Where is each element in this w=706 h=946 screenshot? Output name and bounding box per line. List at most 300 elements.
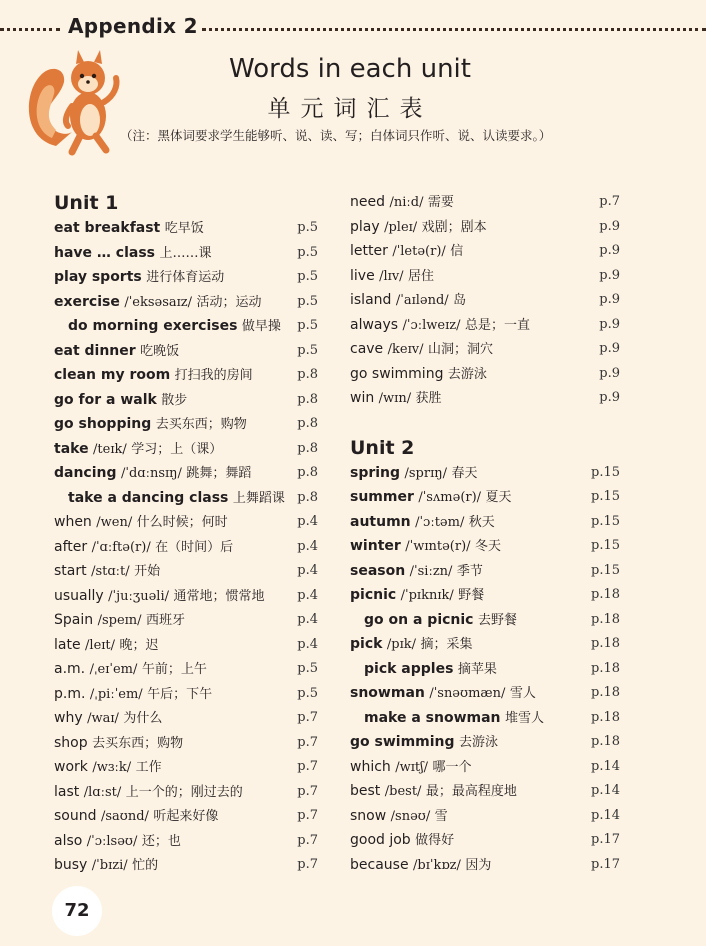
word-entry	[350, 755, 472, 781]
chinese-meaning: 什么时候；何时	[136, 515, 228, 530]
page-ref: p.5	[297, 318, 318, 333]
word-entry	[54, 780, 243, 806]
page-ref: p.8	[297, 440, 318, 456]
word-entry	[350, 853, 491, 879]
phonetic: /ˌpiːˈem/	[89, 686, 143, 702]
word: which	[350, 758, 391, 775]
page-ref: p.7	[297, 710, 318, 725]
word-row	[350, 534, 620, 559]
word-row	[54, 780, 318, 805]
word-row	[350, 386, 620, 411]
chinese-meaning: 午后；下午	[147, 686, 213, 702]
page-ref: p.9	[599, 316, 620, 332]
word: snowman	[350, 685, 425, 701]
chinese-meaning: 摘苹果	[457, 661, 497, 677]
word-entry	[350, 608, 517, 634]
unit-spacer	[350, 411, 620, 435]
word-row	[350, 337, 620, 362]
word-entry	[54, 241, 211, 267]
phonetic: /saʊnd/	[100, 809, 149, 824]
chinese-meaning: 信	[450, 244, 464, 259]
chinese-meaning: 雪	[434, 808, 448, 824]
word-entry	[350, 215, 487, 241]
word-entry	[350, 730, 498, 756]
word: usually	[54, 587, 104, 604]
phonetic: /ˈɑːftə(r)/	[91, 539, 151, 555]
word-entry	[350, 337, 493, 363]
word-entry	[54, 388, 187, 414]
word: always	[350, 316, 399, 333]
word: summer	[350, 489, 414, 505]
word: live	[350, 267, 375, 284]
word-entry	[54, 412, 247, 438]
phonetic: /lɑːst/	[83, 784, 122, 800]
phonetic: /ˈwɪntə(r)/	[405, 539, 471, 554]
word-entry	[54, 559, 160, 585]
chinese-meaning: 秋天	[468, 514, 495, 530]
page-ref: p.4	[297, 538, 318, 554]
word: go swimming	[350, 734, 455, 750]
word: sound	[54, 808, 97, 824]
phonetic: /ˈsiːzn/	[409, 563, 453, 579]
word-entry	[54, 314, 281, 340]
chinese-meaning: 因为	[465, 857, 492, 873]
page-ref: p.8	[297, 367, 318, 382]
chinese-meaning: 学习；上（课）	[131, 441, 223, 457]
word-entry	[54, 510, 228, 536]
word: take a dancing class	[68, 489, 229, 506]
chinese-meaning: 吃早饭	[164, 221, 204, 236]
page-ref: p.7	[297, 857, 318, 872]
chinese-meaning: 去野餐	[477, 612, 517, 628]
word-row	[54, 706, 318, 731]
dotted-rule-right	[202, 28, 706, 31]
phonetic: /wɜːk/	[92, 760, 132, 775]
word: go on a picnic	[364, 611, 474, 628]
word: island	[350, 292, 392, 308]
word: work	[54, 759, 88, 775]
word: pick apples	[364, 660, 454, 677]
chinese-meaning: 哪一个	[432, 759, 472, 775]
word-row	[350, 755, 620, 780]
word-row	[350, 239, 620, 264]
word: pick	[350, 636, 383, 652]
chinese-meaning: 工作	[135, 760, 162, 775]
word-row	[54, 510, 318, 535]
phonetic: /teɪk/	[93, 441, 127, 457]
page-ref: p.5	[297, 685, 318, 701]
phonetic: /wɪn/	[378, 391, 412, 406]
word: late	[54, 636, 81, 653]
left-column	[54, 190, 318, 878]
word-entry	[54, 682, 212, 708]
word-row	[350, 288, 620, 313]
page-ref: p.7	[599, 194, 620, 209]
right-column	[350, 190, 620, 877]
chinese-meaning: 做早操	[241, 319, 281, 334]
word-row	[350, 485, 620, 510]
word-entry	[350, 681, 536, 707]
chinese-meaning: 跳舞；舞蹈	[186, 466, 252, 481]
page-ref: p.4	[297, 514, 318, 529]
unit-1-heading: Unit 1	[54, 192, 119, 214]
word-row	[54, 755, 318, 780]
note-text: （注：黑体词要求学生能够听、说、读、写；白体词只作听、说、认读要求。）	[120, 128, 552, 143]
page-ref: p.7	[297, 783, 318, 799]
word-row	[54, 437, 318, 462]
page-ref: p.9	[599, 243, 620, 258]
word-entry	[350, 706, 544, 732]
word: season	[350, 562, 406, 579]
title-chinese: 单元词汇表	[267, 96, 433, 122]
chinese-meaning: 通常地；惯常地	[173, 588, 265, 604]
word: eat breakfast	[54, 220, 161, 236]
page-ref: p.8	[297, 489, 318, 505]
page-ref: p.5	[297, 269, 318, 284]
chinese-meaning: 上……课	[159, 245, 212, 261]
word-entry	[54, 829, 181, 855]
word-row	[54, 559, 318, 584]
word-entry	[350, 510, 495, 536]
word-entry	[350, 313, 530, 339]
chinese-meaning: 进行体育运动	[146, 270, 225, 285]
word-entry	[54, 706, 162, 732]
word-entry	[54, 608, 185, 634]
page-ref: p.15	[591, 513, 620, 529]
word-row	[350, 706, 620, 731]
phonetic: /ˈsʌmə(r)/	[418, 490, 482, 505]
chinese-meaning: 做得好	[415, 833, 455, 848]
word: when	[54, 514, 92, 530]
word: best	[350, 783, 381, 799]
word-entry	[54, 755, 162, 781]
word-row	[350, 313, 620, 338]
word-row	[350, 681, 620, 706]
word: clean my room	[54, 367, 171, 383]
phonetic: /stɑːt/	[91, 564, 130, 579]
page-ref: p.15	[591, 538, 620, 553]
title-english: Words in each unit	[229, 54, 471, 84]
word: cave	[350, 341, 384, 357]
word-row	[54, 731, 318, 756]
page-ref: p.14	[591, 807, 620, 823]
word-row	[350, 804, 620, 829]
page-ref: p.5	[297, 293, 318, 309]
word-row	[350, 779, 620, 804]
word-entry	[54, 363, 253, 389]
word: eat dinner	[54, 342, 136, 359]
word-entry	[54, 339, 179, 365]
word-entry	[54, 853, 158, 879]
word: winter	[350, 538, 401, 554]
phonetic: /keɪv/	[387, 342, 424, 357]
chinese-meaning: 去买东西；购物	[155, 417, 247, 432]
chinese-meaning: 岛	[453, 293, 467, 308]
page-ref: p.14	[591, 758, 620, 774]
word-row	[54, 265, 318, 290]
chinese-meaning: 去买东西；购物	[92, 735, 184, 751]
word-row	[54, 682, 318, 707]
phonetic: /niːd/	[389, 195, 424, 210]
phonetic: /ˈsnəʊmæn/	[429, 686, 506, 701]
word-entry	[54, 437, 222, 463]
page-ref: p.4	[297, 587, 318, 603]
chinese-meaning: 季节	[456, 563, 483, 579]
page-ref: p.18	[591, 611, 620, 627]
word-row	[350, 853, 620, 878]
page-ref: p.4	[297, 612, 318, 627]
word-entry	[54, 461, 251, 487]
word: do morning exercises	[68, 318, 238, 334]
page-ref: p.15	[591, 562, 620, 578]
page-ref: p.9	[599, 292, 620, 307]
chinese-meaning: 活动；运动	[196, 294, 262, 310]
word: snow	[350, 807, 387, 824]
word-entry	[54, 265, 224, 291]
word-entry	[350, 239, 463, 265]
word: exercise	[54, 293, 120, 310]
phonetic: /snəʊ/	[390, 808, 431, 824]
page-ref: p.9	[599, 267, 620, 283]
word-row	[350, 190, 620, 215]
word: spring	[350, 464, 401, 481]
word-row	[54, 314, 318, 339]
word: p.m.	[54, 685, 86, 702]
page-ref: p.7	[297, 759, 318, 774]
word: good job	[350, 832, 411, 848]
phonetic: /ˈeksəsaɪz/	[124, 294, 193, 310]
page-ref: p.18	[591, 709, 620, 725]
word-entry	[54, 486, 285, 512]
page-ref: p.7	[297, 808, 318, 823]
page-ref: p.7	[297, 734, 318, 750]
phonetic: /bɪˈkɒz/	[413, 857, 461, 873]
page-ref: p.18	[591, 636, 620, 651]
word: have … class	[54, 244, 155, 261]
chinese-meaning: 冬天	[474, 539, 501, 554]
word-entry	[350, 804, 448, 830]
phonetic: /pleɪ/	[384, 219, 418, 235]
chinese-meaning: 需要	[427, 195, 454, 210]
page-ref: p.17	[591, 832, 620, 847]
word-row	[54, 388, 318, 413]
word-entry	[350, 362, 487, 388]
phonetic: /ˈɔːlsəʊ/	[86, 833, 138, 849]
chinese-meaning: 去游泳	[459, 735, 499, 750]
chinese-meaning: 最；最高程度地	[425, 784, 517, 799]
word-entry	[350, 264, 434, 290]
page-ref: p.9	[599, 365, 620, 381]
word: make a snowman	[364, 709, 501, 726]
word-row	[54, 608, 318, 633]
chinese-meaning: 总是；一直	[464, 317, 530, 333]
page-ref: p.18	[591, 660, 620, 676]
phonetic: /ˈɔːlweɪz/	[402, 317, 461, 333]
word: go for a walk	[54, 391, 157, 408]
squirrel-illustration	[26, 38, 130, 158]
phonetic: /ˈɔːtəm/	[415, 514, 465, 530]
page-ref: p.5	[297, 220, 318, 235]
word: why	[54, 710, 83, 726]
chinese-meaning: 上一个的；刚过去的	[125, 784, 243, 800]
page-ref: p.17	[591, 856, 620, 872]
word-entry	[350, 288, 466, 314]
word-entry	[350, 657, 497, 683]
page-number: 72	[52, 886, 102, 936]
page-ref: p.9	[599, 390, 620, 405]
phonetic: /pɪk/	[386, 637, 417, 652]
word-entry	[54, 584, 264, 610]
chinese-meaning: 西班牙	[146, 613, 186, 628]
word-row	[54, 486, 318, 511]
word-row	[54, 290, 318, 315]
phonetic: /wɪtʃ/	[395, 759, 429, 775]
word-entry	[54, 657, 207, 683]
page-ref: p.18	[591, 734, 620, 749]
word-entry	[350, 386, 442, 412]
word-entry	[350, 190, 454, 216]
word: start	[54, 563, 87, 579]
word: play	[350, 218, 380, 235]
word-entry	[54, 804, 218, 830]
word-entry	[54, 290, 261, 316]
word-row	[54, 363, 318, 388]
word: busy	[54, 857, 88, 873]
unit-1-word-list-continued	[350, 190, 620, 411]
word: a.m.	[54, 661, 86, 677]
word-row	[350, 362, 620, 387]
page-ref: p.5	[297, 244, 318, 260]
phonetic: /ˈbɪzi/	[91, 858, 128, 873]
word-row	[54, 657, 318, 682]
word-row	[350, 608, 620, 633]
phonetic: /wen/	[96, 515, 133, 530]
word-row	[350, 461, 620, 486]
word-row	[350, 632, 620, 657]
page-ref: p.5	[297, 661, 318, 676]
word-row	[54, 461, 318, 486]
word-entry	[350, 559, 483, 585]
word-entry	[54, 633, 159, 659]
phonetic: /speɪn/	[97, 613, 142, 628]
word-row	[350, 657, 620, 682]
word: take	[54, 440, 89, 457]
word-entry	[54, 535, 233, 561]
word: win	[350, 390, 375, 406]
chinese-meaning: 忙的	[132, 858, 159, 873]
appendix-label: Appendix 2	[68, 14, 198, 38]
word: last	[54, 783, 80, 800]
phonetic: /sprɪŋ/	[404, 465, 447, 481]
chinese-meaning: 去游泳	[447, 366, 487, 382]
word-row	[350, 583, 620, 608]
unit-2-heading: Unit 2	[350, 436, 415, 459]
unit-2-word-list	[350, 461, 620, 878]
phonetic: /lɪv/	[379, 268, 404, 284]
page-ref: p.15	[591, 464, 620, 480]
page-ref: p.9	[599, 218, 620, 234]
chinese-meaning: 夏天	[485, 490, 512, 505]
word-row	[54, 829, 318, 854]
chinese-meaning: 堆雪人	[504, 710, 544, 726]
chinese-meaning: 戏剧；剧本	[421, 219, 487, 235]
page-ref: p.8	[297, 465, 318, 480]
page-ref: p.4	[297, 636, 318, 652]
phonetic: /ˌeɪˈem/	[89, 662, 138, 677]
chinese-meaning: 午前；上午	[141, 662, 207, 677]
chinese-meaning: 打扫我的房间	[174, 368, 253, 383]
word-row	[54, 584, 318, 609]
word-row	[54, 241, 318, 266]
word-row	[54, 853, 318, 878]
phonetic: /ˈpɪknɪk/	[400, 588, 454, 603]
word-row	[350, 559, 620, 584]
page-ref: p.18	[591, 587, 620, 602]
phonetic: /ˈdɑːnsɪŋ/	[120, 466, 182, 481]
chinese-meaning: 居住	[408, 268, 435, 284]
word: shop	[54, 734, 88, 751]
page-ref: p.7	[297, 832, 318, 848]
phonetic: /best/	[384, 784, 422, 799]
word-entry	[350, 485, 512, 511]
word-entry	[54, 731, 183, 757]
word-row	[54, 412, 318, 437]
chinese-meaning: 摘；采集	[420, 637, 473, 652]
word: picnic	[350, 587, 397, 603]
word: play sports	[54, 269, 142, 285]
chinese-meaning: 野餐	[458, 588, 485, 603]
chinese-meaning: 为什么	[123, 711, 163, 726]
phonetic: /ˈletə(r)/	[392, 244, 446, 259]
word-entry	[350, 583, 484, 609]
chinese-meaning: 开始	[134, 564, 161, 579]
phonetic: /ˈjuːʒuəli/	[108, 588, 169, 604]
phonetic: /leɪt/	[85, 637, 116, 653]
word-row	[350, 264, 620, 289]
word: letter	[350, 243, 388, 259]
word-row	[54, 804, 318, 829]
phonetic: /waɪ/	[87, 711, 119, 726]
word-entry	[350, 828, 454, 854]
page-ref: p.9	[599, 341, 620, 356]
chinese-meaning: 山洞；洞穴	[427, 342, 493, 357]
word-entry	[350, 534, 501, 560]
word: go shopping	[54, 416, 152, 432]
word-row	[350, 730, 620, 755]
chinese-meaning: 吃晚饭	[140, 343, 180, 359]
word: because	[350, 856, 409, 873]
word-row	[54, 216, 318, 241]
page-ref: p.4	[297, 563, 318, 578]
word-row	[54, 633, 318, 658]
chinese-meaning: 还；也	[141, 833, 181, 849]
word: also	[54, 832, 83, 849]
page-ref: p.14	[591, 783, 620, 798]
word: autumn	[350, 513, 411, 530]
word-row	[54, 535, 318, 560]
word: go swimming	[350, 365, 444, 382]
chinese-meaning: 散步	[161, 392, 188, 408]
unit-1-word-list	[54, 216, 318, 878]
word: Spain	[54, 612, 94, 628]
word-entry	[350, 632, 472, 658]
dotted-rule-left	[0, 28, 60, 31]
chinese-meaning: 在（时间）后	[155, 539, 234, 555]
chinese-meaning: 上舞蹈课	[232, 490, 285, 506]
page-ref: p.5	[297, 342, 318, 358]
word-entry	[350, 779, 517, 805]
phonetic: /ˈaɪlənd/	[395, 293, 449, 308]
